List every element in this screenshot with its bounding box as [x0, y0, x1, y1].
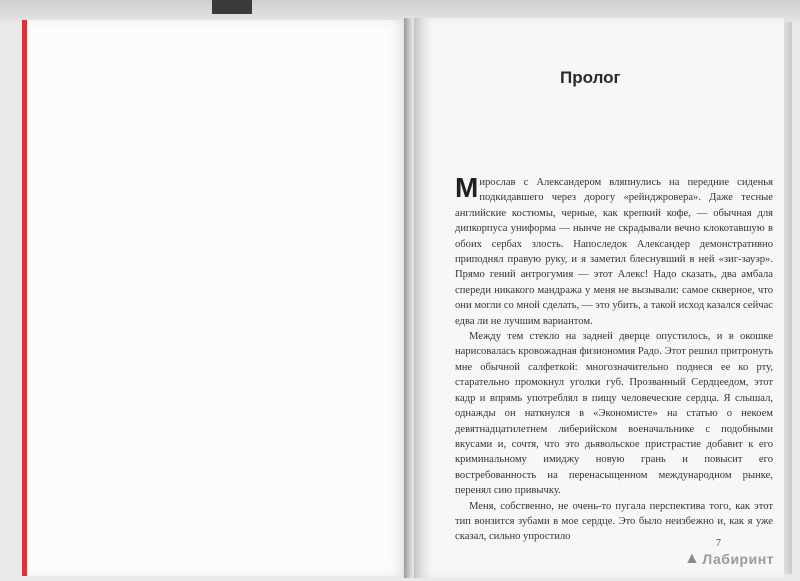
scanner-dark-mark [212, 0, 252, 14]
labyrinth-logo-icon: ▲ [684, 550, 701, 567]
dropcap: М [455, 172, 479, 203]
watermark-text: Лабиринт [702, 551, 775, 567]
paragraph-1 [455, 172, 773, 329]
page-edge [784, 22, 792, 574]
body-text [455, 172, 773, 545]
paragraph-2: Между тем стекло на задней дверце опустилось, и в окошке нарисовалась кровожадная физиономия Радо. Этот решил притронуть мне обычной салфеткой: многозначительно поднеся ее ко рту, старательно промокнул уголки губ. Прозванный Сердцеедом, этот кадр и впрямь употреблял в пищу человеческие сердца. Я слышал, однажды он наткнулся в «Экономисте» на статью о некоем девятнадцатилетнем либерийском военачальнике с подобными вкусами и, сочтя, что это дьявольское пристрастие добавит к его криминальному имиджу новую грань и повысит его востребованность на перенасыщенном международном рынке, перенял сию привычку. [455, 331, 773, 497]
left-page-blank [22, 20, 409, 576]
paragraph-1-text: ирослав с Александером вляпнулись на передние сиденья подкидавшего через дорогу «рейнджровера». Даже тесные английские костюмы, черные, как крепкий кофе, — обычная для дипкорпуса униформа — нынче не скрадывали вечно клокотавшую в обоих сербах злость. Напоследок Александер демонстративно приподнял правую руку, и я заметил блеснувший в ней «зиг-зауэр». Прямо гений антрогумия — этот Алекс! Надо сказать, два амбала спереди никакого мандража у меня не вызывали: самое скверное, что они могли со мной сделать, — это убить, а такой исход казался сейчас едва ли не лучшим вариантом. [455, 177, 773, 327]
paragraph-3: Меня, собственно, не очень-то пугала перспектива того, как этот тип вонзится зубами в мое сердце. Это было неизбежно и, как я уже сказал, сильно упростило [455, 500, 773, 543]
chapter-title: Пролог [560, 68, 621, 87]
labirint-watermark [684, 548, 784, 570]
page-number: 7 [716, 538, 721, 549]
